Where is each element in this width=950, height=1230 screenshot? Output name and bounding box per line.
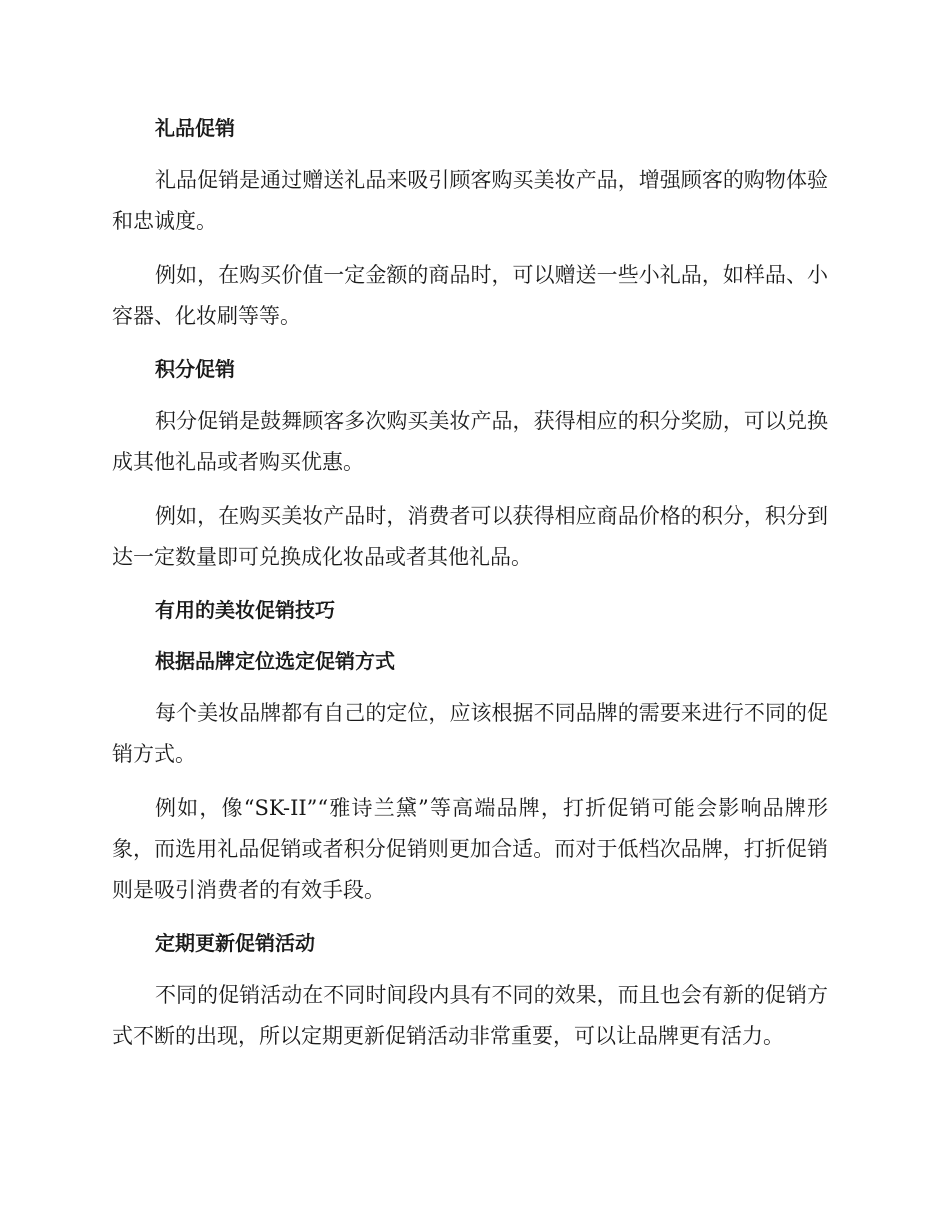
paragraph-gift-promotion-definition: 礼品促销是通过赠送礼品来吸引顾客购买美妆产品，增强顾客的购物体验和忠诚度。: [112, 168, 828, 233]
paragraph-gift-promotion-example: 例如，在购买价值一定金额的商品时，可以赠送一些小礼品，如样品、小容器、化妆刷等等。: [112, 263, 828, 328]
paragraph-regular-update: 不同的促销活动在不同时间段内具有不同的效果，而且也会有新的促销方式不断的出现，所以定期更新促销活动非常重要，可以让品牌更有活力。: [112, 983, 828, 1048]
paragraph-brand-positioning-example: 例如，像“SK-II”“雅诗兰黛”等高端品牌，打折促销可能会影响品牌形象，而选用礼品促销或者积分促销则更加合适。而对于低档次品牌，打折促销则是吸引消费者的有效手段。: [112, 796, 828, 902]
paragraph-points-promotion-example: 例如，在购买美妆产品时，消费者可以获得相应商品价格的积分，积分到达一定数量即可兑换成化妆品或者其他礼品。: [112, 504, 828, 569]
heading-regular-update: 定期更新促销活动: [155, 931, 315, 955]
paragraph-brand-positioning: 每个美妆品牌都有自己的定位，应该根据不同品牌的需要来进行不同的促销方式。: [112, 701, 828, 766]
paragraph-points-promotion-definition: 积分促销是鼓舞顾客多次购买美妆产品，获得相应的积分奖励，可以兑换成其他礼品或者购买优惠。: [112, 409, 828, 474]
heading-gift-promotion: 礼品促销: [155, 116, 235, 140]
heading-brand-positioning: 根据品牌定位选定促销方式: [155, 649, 395, 673]
heading-points-promotion: 积分促销: [155, 357, 235, 381]
heading-useful-tips: 有用的美妆促销技巧: [155, 598, 335, 622]
